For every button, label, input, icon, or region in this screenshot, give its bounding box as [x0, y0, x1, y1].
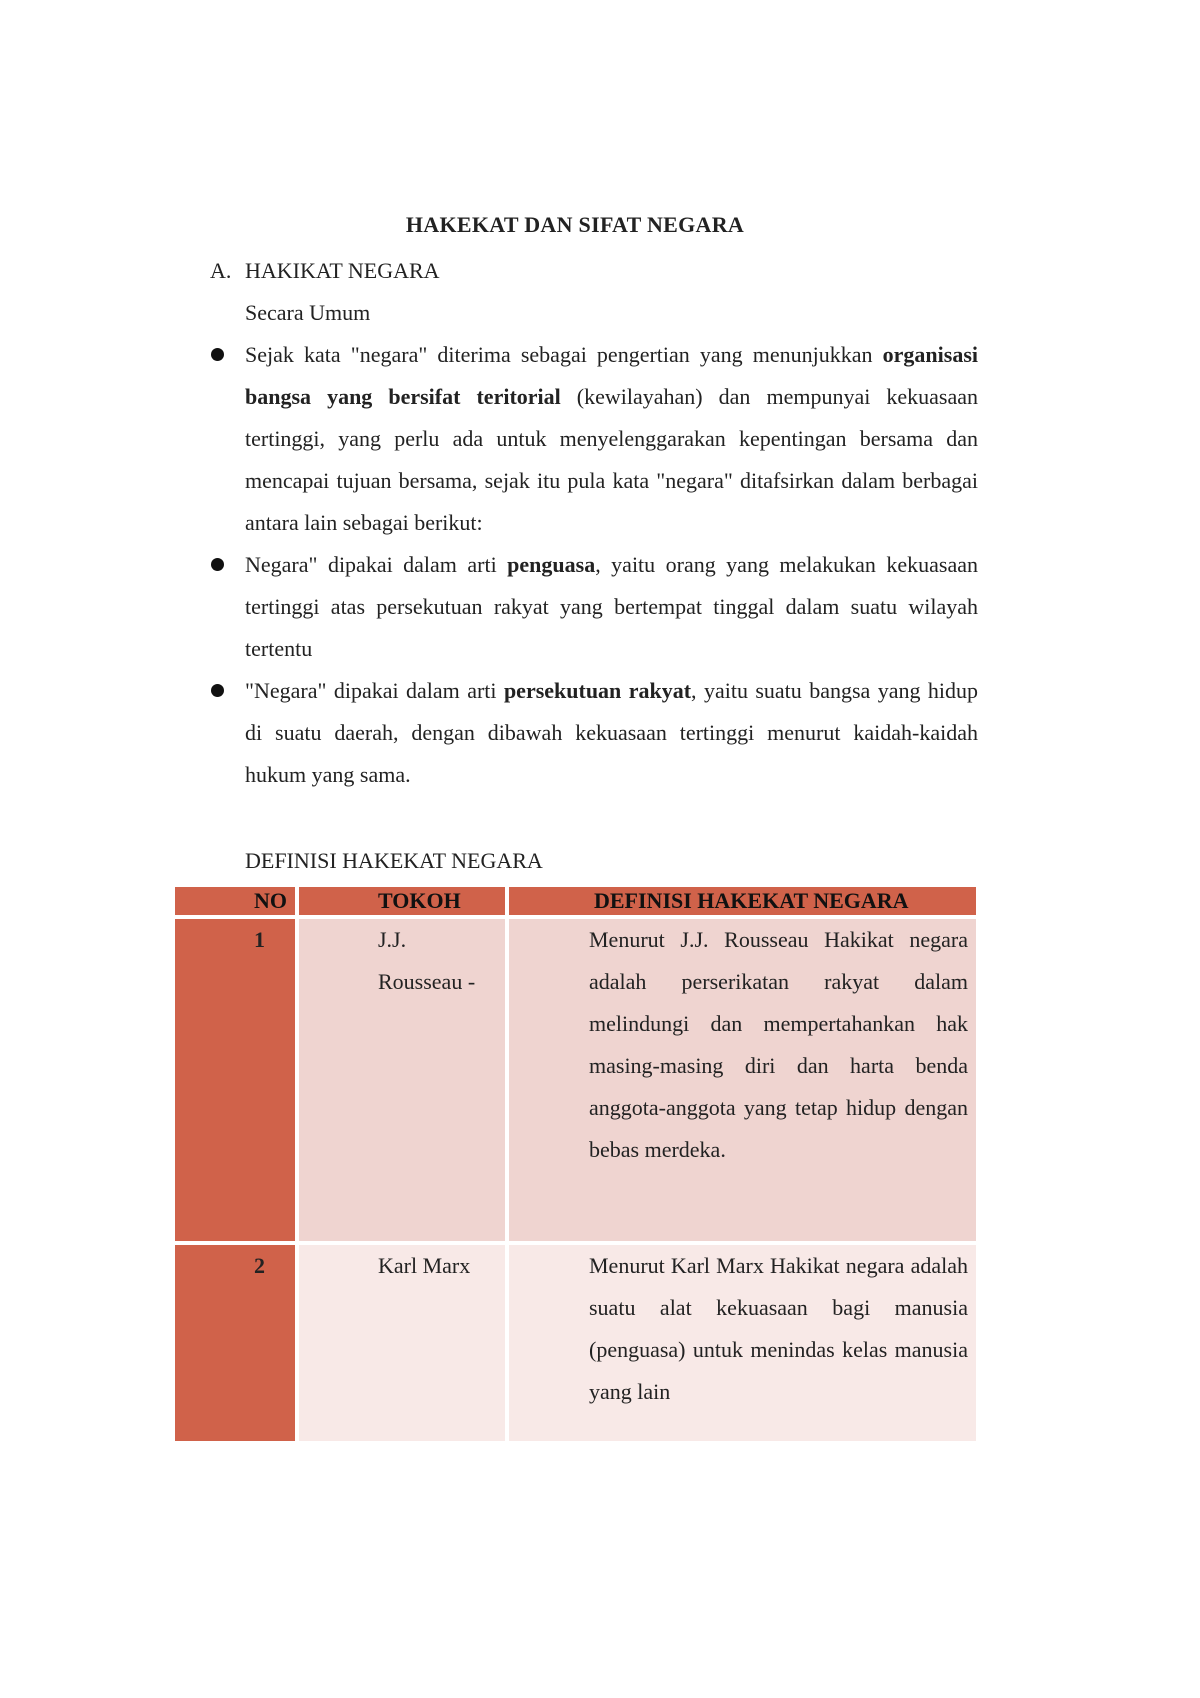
header-no-label: NO	[254, 888, 287, 913]
header-no	[175, 887, 299, 919]
cell-definisi-text: Menurut Karl Marx Hakikat negara adalah suatu alat kekuasaan bagi manusia (penguasa) untuk menindas kelas manusia yang lain	[589, 1253, 968, 1404]
section-a-heading: HAKIKAT NEGARA	[245, 258, 440, 283]
cell-definisi-text: Menurut J.J. Rousseau Hakikat negara adalah perserikatan rakyat dalam melindungi dan mempertahankan hak masing-masing diri dan harta benda anggota-anggota yang tetap hidup dengan bebas merdeka.	[589, 927, 968, 1162]
cell-no-text: 2	[254, 1253, 265, 1278]
table-header-row	[175, 887, 976, 919]
cell-no	[175, 919, 299, 1245]
definisi-table	[175, 887, 976, 1445]
cell-no	[175, 1245, 299, 1445]
cell-tokoh	[299, 1245, 509, 1445]
bullet-icon	[211, 558, 224, 571]
table-row	[175, 1245, 976, 1445]
bullet-2-rest: , yaitu orang yang melakukan kekuasaan tertinggi atas persekutuan rakyat yang bertempat tinggal dalam suatu wilayah tertentu	[245, 552, 979, 661]
section-a-letter: A.	[210, 258, 232, 283]
definisi-heading: DEFINISI HAKEKAT NEGARA	[245, 848, 543, 873]
document-title: HAKEKAT DAN SIFAT NEGARA	[405, 212, 745, 237]
bullet-icon	[211, 684, 224, 697]
cell-definisi	[509, 1245, 976, 1445]
bullet-paragraph-1	[245, 334, 978, 544]
bullet-1-rest: (kewilayahan) dan mempunyai kekuasaan tertinggi, yang perlu ada untuk menyelenggarakan kepentingan bersama dan mencapai tujuan bersama, sejak itu pula kata "negara" ditafsirkan dalam berbagai antara lain sebagai berikut:	[245, 384, 978, 535]
cell-tokoh-text: J.J. Rousseau -	[378, 927, 476, 994]
cell-no-text: 1	[254, 927, 265, 952]
header-definisi	[509, 887, 976, 919]
bullet-3-text: "Negara" dipakai dalam arti	[245, 678, 504, 703]
bullet-paragraph-2	[245, 544, 978, 670]
header-tokoh-label: TOKOH	[378, 888, 461, 913]
section-a-subheading: Secara Umum	[245, 300, 371, 325]
bullet-3-bold: persekutuan rakyat	[503, 678, 692, 703]
table-row	[175, 919, 976, 1245]
cell-tokoh-text: Karl Marx	[378, 1253, 471, 1278]
header-tokoh	[299, 887, 509, 919]
cell-tokoh	[299, 919, 509, 1245]
bullet-icon	[211, 348, 224, 361]
bullet-1-text: Sejak kata "negara" diterima sebagai pengertian yang menunjukkan	[245, 342, 883, 367]
bullet-2-bold: penguasa	[507, 552, 596, 577]
bullet-1-bold: organisasi bangsa yang bersifat teritorial	[245, 342, 978, 409]
bullet-2-text: Negara" dipakai dalam arti	[245, 552, 508, 577]
bullet-3-rest: , yaitu suatu bangsa yang hidup di suatu daerah, dengan dibawah kekuasaan tertinggi menurut kaidah-kaidah hukum yang sama.	[245, 678, 978, 787]
bullet-paragraph-3	[245, 670, 978, 796]
cell-definisi	[509, 919, 976, 1245]
header-definisi-label: DEFINISI HAKEKAT NEGARA	[594, 888, 909, 913]
